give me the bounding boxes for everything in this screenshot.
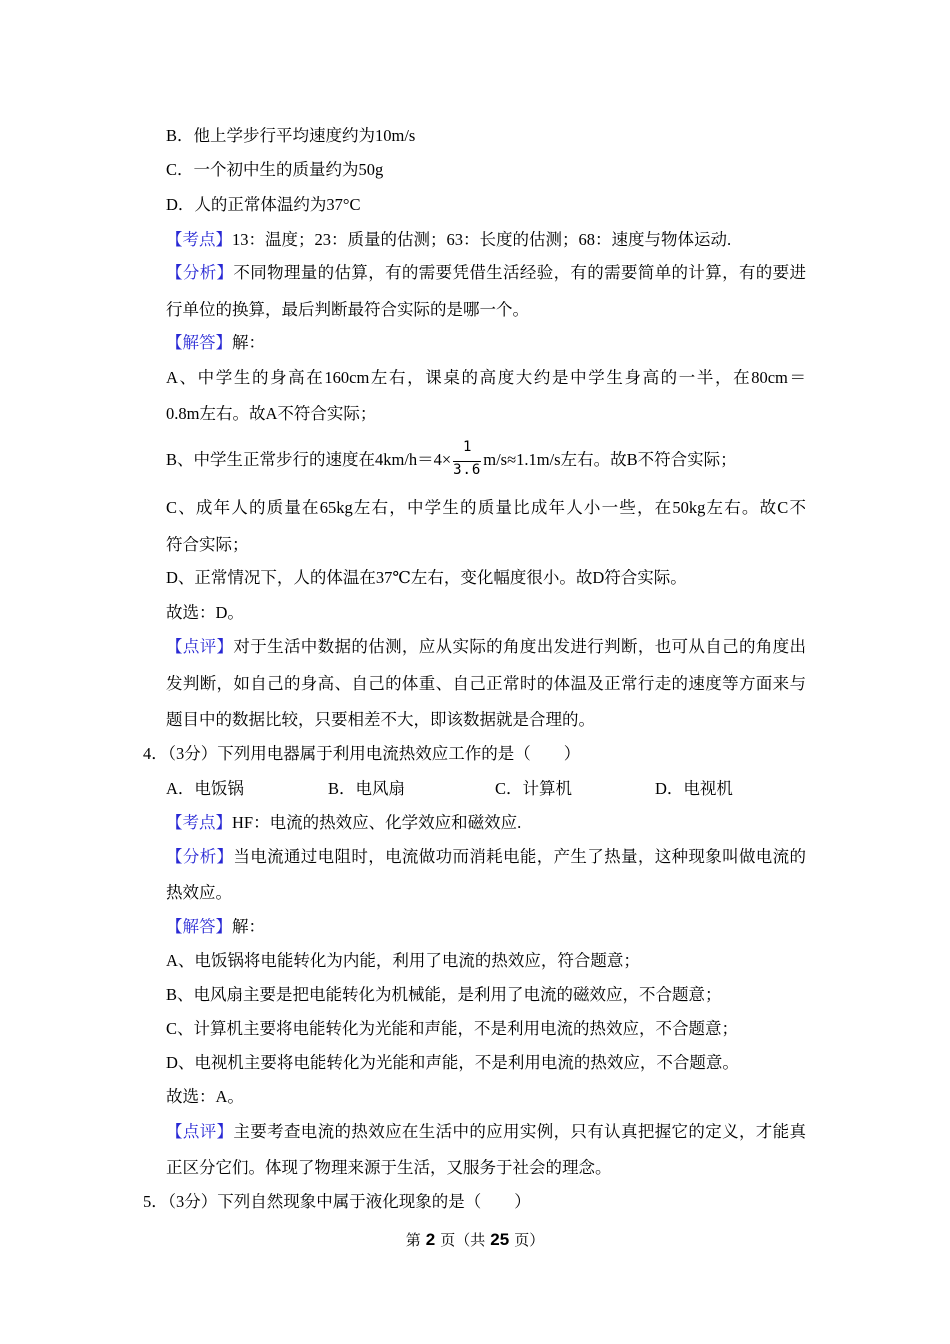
q3-fenxi-text-1: 不同物理量的估算，有的需要凭借生活经验，有的需要简单的计算，有的要进	[233, 263, 807, 282]
footer-total-pages: 25	[490, 1230, 510, 1249]
q4-option-c: C．计算机	[495, 779, 573, 798]
q4-answer: 故选：A。	[166, 1087, 244, 1106]
q4-jieda-b: B、电风扇主要是把电能转化为机械能，是利用了电流的磁效应，不合题意；	[166, 985, 722, 1004]
footer-middle: 页（共	[440, 1233, 486, 1249]
q3-option-d: D．人的正常体温约为37°C	[166, 195, 361, 214]
q3-kaodian-text: 13：温度；23：质量的估测；63：长度的估测；68：速度与物体运动.	[232, 230, 732, 249]
q3-kaodian	[166, 229, 731, 251]
q4-stem: 4．（3分）下列用电器属于利用电流热效应工作的是（ ）	[143, 744, 581, 763]
q4-fenxi-line-1	[166, 846, 806, 868]
fraction	[452, 439, 482, 478]
footer-page-number: 2	[425, 1230, 436, 1249]
q4-jieda-c: C、计算机主要将电能转化为光能和声能，不是利用电流的热效应，不合题意；	[166, 1019, 739, 1038]
q4-fenxi-label: 【分析】	[166, 847, 234, 866]
q4-jieda-label: 【解答】	[166, 917, 232, 936]
q4-jieda-intro: 解：	[232, 917, 265, 936]
q4-fenxi-text-1: 当电流通过电阻时，电流做功而消耗电能，产生了热量，这种现象叫做电流的	[233, 847, 807, 866]
q4-jieda-a: A、电饭锅将电能转化为内能，利用了电流的热效应，符合题意；	[166, 951, 640, 970]
q3-jieda-b-before: B、中学生正常步行的速度在4km/h＝4×	[166, 450, 452, 469]
q4-option-b: B．电风扇	[328, 779, 406, 798]
q3-option-c: C．一个初中生的质量约为50g	[166, 160, 384, 179]
q3-jieda-label: 【解答】	[166, 333, 232, 352]
q3-dianping-text-1: 对于生活中数据的估测，应从实际的角度出发进行判断，也可从自己的角度出	[233, 637, 807, 656]
q3-jieda-c-line-2: 符合实际；	[166, 535, 249, 554]
q3-jieda-a-line-2: 0.8m左右。故A不符合实际；	[166, 404, 377, 423]
q4-option-a: A．电饭锅	[166, 779, 244, 798]
q4-kaodian-label: 【考点】	[166, 813, 232, 832]
footer-suffix: 页）	[514, 1233, 545, 1249]
q3-option-b: B．他上学步行平均速度约为10m/s	[166, 126, 416, 145]
q4-dianping-line-2: 正区分它们。体现了物理来源于生活，又服务于社会的理念。	[166, 1158, 612, 1177]
q3-dianping-label: 【点评】	[166, 637, 234, 656]
q4-kaodian-text: HF：电流的热效应、化学效应和磁效应.	[232, 813, 522, 832]
q3-jieda-c-line-1: C、成年人的质量在65kg左右，中学生的质量比成年人小一些，在50kg左右。故C不	[166, 498, 806, 517]
q3-fenxi-line-1	[166, 262, 806, 284]
q3-dianping-line-1	[166, 636, 806, 658]
page-footer	[0, 1229, 950, 1251]
q5-stem: 5．（3分）下列自然现象中属于液化现象的是（ ）	[143, 1192, 531, 1211]
q4-jieda-d: D、电视机主要将电能转化为光能和声能，不是利用电流的热效应，不合题意。	[166, 1053, 739, 1072]
q3-jieda-a-line-1: A、中学生的身高在160cm左右，课桌的高度大约是中学生身高的一半，在80cm＝	[166, 368, 806, 387]
fraction-numerator: 1	[463, 439, 472, 455]
q4-dianping-text-1: 主要考查电流的热效应在生活中的应用实例，只有认真把握它的定义，才能真	[233, 1122, 807, 1141]
q4-fenxi-line-2: 热效应。	[166, 883, 232, 902]
q3-answer: 故选：D。	[166, 603, 244, 622]
q3-jieda-intro: 解：	[232, 333, 265, 352]
q3-jieda-d-line: D、正常情况下，人的体温在37℃左右，变化幅度很小。故D符合实际。	[166, 568, 687, 587]
q3-jieda-b-after: m/s≈1.1m/s左右。故B不符合实际；	[483, 450, 737, 469]
q3-kaodian-label: 【考点】	[166, 230, 232, 249]
q4-option-d: D．电视机	[655, 779, 733, 798]
q4-kaodian	[166, 812, 521, 834]
q3-jieda-heading	[166, 332, 265, 354]
q3-dianping-line-3: 题目中的数据比较，只要相差不大，即该数据就是合理的。	[166, 710, 595, 729]
q3-fenxi-line-2: 行单位的换算，最后判断最符合实际的是哪一个。	[166, 300, 529, 319]
footer-prefix: 第	[405, 1233, 421, 1249]
q4-dianping-label: 【点评】	[166, 1122, 234, 1141]
q3-fenxi-label: 【分析】	[166, 263, 234, 282]
q4-dianping-line-1	[166, 1121, 806, 1143]
q4-options-row	[0, 778, 950, 800]
q4-jieda-heading	[166, 916, 265, 938]
q3-dianping-line-2: 发判断，如自己的身高、自己的体重、自己正常时的体温及正常行走的速度等方面来与	[166, 674, 806, 693]
q3-jieda-b-line	[166, 439, 737, 478]
fraction-denominator: 3.6	[453, 462, 482, 478]
